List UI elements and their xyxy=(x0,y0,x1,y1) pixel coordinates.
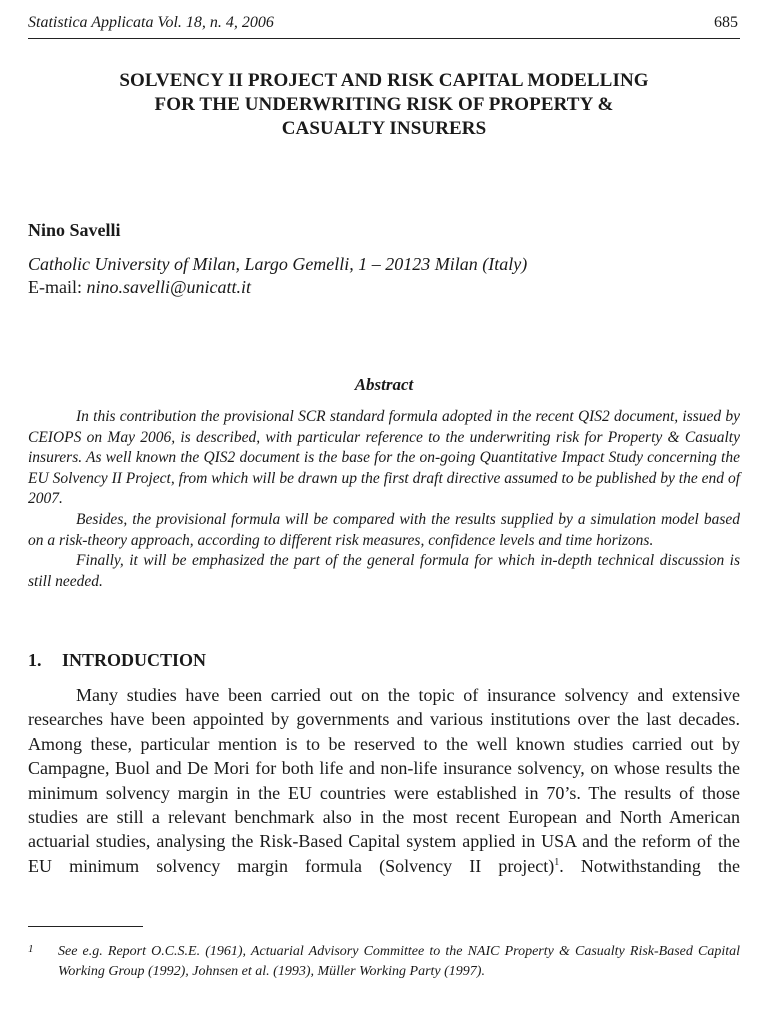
section-body xyxy=(28,683,740,878)
abstract-paragraph: Besides, the provisional formula will be compared with the results supplied by a simulation model based on a risk-theory approach, according to different risk measures, confidence levels and time horizons. xyxy=(28,510,740,549)
author-name: Nino Savelli xyxy=(28,220,121,240)
journal-citation: Statistica Applicata Vol. 18, n. 4, 2006 xyxy=(28,14,274,31)
title-line: SOLVENCY II PROJECT AND RISK CAPITAL MODELLING xyxy=(119,70,649,91)
section-number: 1. xyxy=(28,650,42,670)
abstract-body xyxy=(28,407,740,592)
running-header xyxy=(28,12,740,39)
author-affiliation: Catholic University of Milan, Largo Gemelli, 1 – 20123 Milan (Italy) xyxy=(28,254,528,274)
email-address[interactable]: nino.savelli@unicatt.it xyxy=(86,277,252,297)
title-line: CASUALTY INSURERS xyxy=(281,118,487,139)
abstract-paragraph: Finally, it will be emphasized the part of the general formula for which in-depth technical discussion is still needed. xyxy=(28,552,740,590)
body-paragraph-text: Many studies have been carried out on the topic of insurance solvency and extensive researches have been appointed by governments and various institutions over the last decades. Among these, particular mention is to be reserved to the well known studies carried out by Campagne, Buol and De Mori for both life and non-life insurance solvency, on whose results the minimum solvency margin in the EU countries were established in 70’s. The results of those studies are still a relevant benchmark also in the most recent European and North American actuarial studies, analysing the Risk-Based Capital system applied in USA and the reform of the EU minimum solvency margin formula (Solvency II project) xyxy=(28,685,740,876)
footnote-mark: 1 xyxy=(28,943,34,955)
paper-title xyxy=(30,69,738,141)
title-line: FOR THE UNDERWRITING RISK OF PROPERTY & xyxy=(154,94,614,115)
section-heading xyxy=(28,650,206,671)
page-number: 685 xyxy=(714,14,738,31)
email-label: E-mail: xyxy=(28,277,87,297)
footnote xyxy=(28,942,740,981)
footnote-divider xyxy=(28,926,143,927)
footnote-reference[interactable]: 1 xyxy=(554,856,560,868)
abstract-heading: Abstract xyxy=(354,375,414,394)
footnote-text: See e.g. Report O.C.S.E. (1961), Actuarial Advisory Committee to the NAIC Property & Casualty Risk-Based Capital Working Group (1992), Johnsen et al. (1993), Müller Working Party (1997). xyxy=(58,944,740,979)
abstract-paragraph: In this contribution the provisional SCR standard formula adopted in the recent QIS2 document, issued by CEIOPS on May 2006, is described, with particular reference to the underwriting risk for Property & Casualty insurers. As well known the QIS2 document is the base for the on-going Quantitative Impact Study concerning the EU Solvency II Project, from which will be drawn up the first draft directive assumed to be published by the end of 2007. xyxy=(28,408,740,508)
author-email-line xyxy=(28,277,251,298)
section-title: INTRODUCTION xyxy=(62,650,207,670)
body-paragraph-tail: . Notwithstanding the xyxy=(559,855,740,876)
body-paragraph xyxy=(28,683,740,878)
